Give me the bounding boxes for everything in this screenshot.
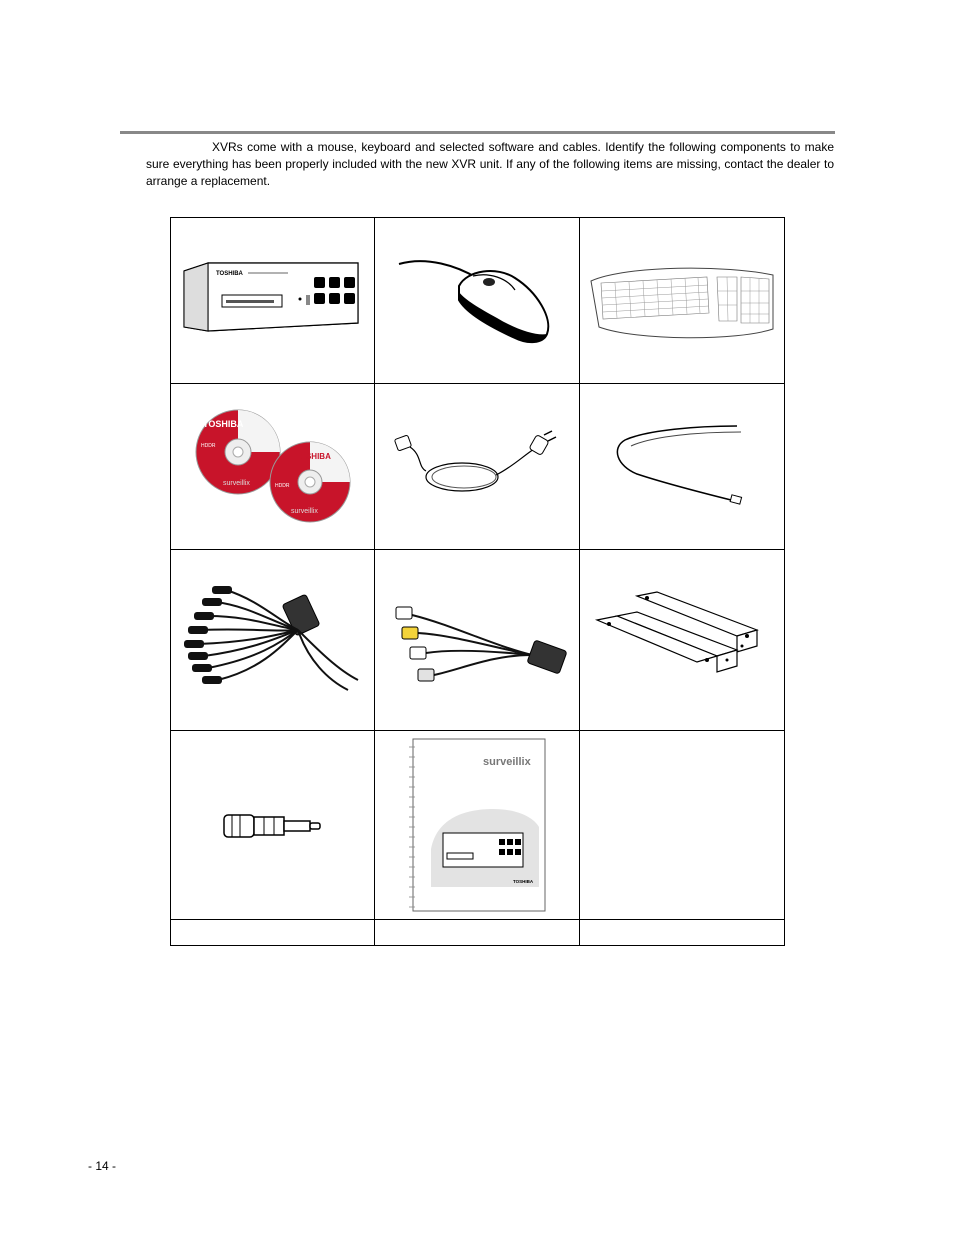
manual-footer-brand: TOSHIBA	[513, 879, 534, 884]
cell-software-cds	[171, 384, 375, 550]
power-cord-icon	[392, 427, 562, 507]
cell-mouse	[375, 218, 580, 384]
cell-user-manual	[375, 731, 580, 920]
xvr-brand-text: TOSHIBA	[215, 270, 243, 277]
cd-a-sub: surveillix	[222, 479, 250, 487]
cd-a-brand: TOSHIBA	[202, 418, 243, 429]
xvr-unit-icon	[178, 261, 368, 341]
cell-rack-brackets	[580, 550, 785, 731]
caption-cell-1	[171, 920, 375, 946]
caption-cell-2	[375, 920, 580, 946]
cell-keyboard	[580, 218, 785, 384]
keyboard-icon	[587, 261, 777, 341]
cd-b-sub: surveillix	[290, 507, 318, 515]
user-manual-icon	[407, 737, 547, 913]
cell-xvr-unit	[171, 218, 375, 384]
mouse-icon	[397, 256, 557, 346]
bnc-adapter-icon	[218, 805, 328, 845]
rack-bracket-icon	[587, 590, 777, 690]
cell-bnc-adapter	[171, 731, 375, 920]
software-cd-icon	[193, 407, 353, 527]
cell-bnc-breakout	[171, 550, 375, 731]
cell-empty	[580, 731, 785, 920]
header-rule	[120, 131, 835, 134]
intro-paragraph: XVRs come with a mouse, keyboard and selected software and cables. Identify the following components to make sure everything has been properly included with the new XVR unit. If any of the following items are missing, contact the dealer to arrange a replacement.	[146, 140, 834, 188]
page-number: - 14 -	[88, 1159, 117, 1173]
cd-b-brand: TOSHIBA	[294, 451, 331, 461]
phone-cable-icon	[607, 422, 757, 512]
bnc-breakout-cable-icon	[178, 580, 368, 700]
av-cable-icon	[382, 585, 572, 695]
cd-a-label: HDDR	[200, 442, 215, 449]
cell-av-cable	[375, 550, 580, 731]
components-table	[170, 217, 785, 946]
manual-brand: surveillix	[483, 756, 531, 768]
cd-b-label: HDDR	[274, 482, 289, 489]
cell-phone-cable	[580, 384, 785, 550]
cell-power-cord	[375, 384, 580, 550]
caption-cell-3	[580, 920, 785, 946]
